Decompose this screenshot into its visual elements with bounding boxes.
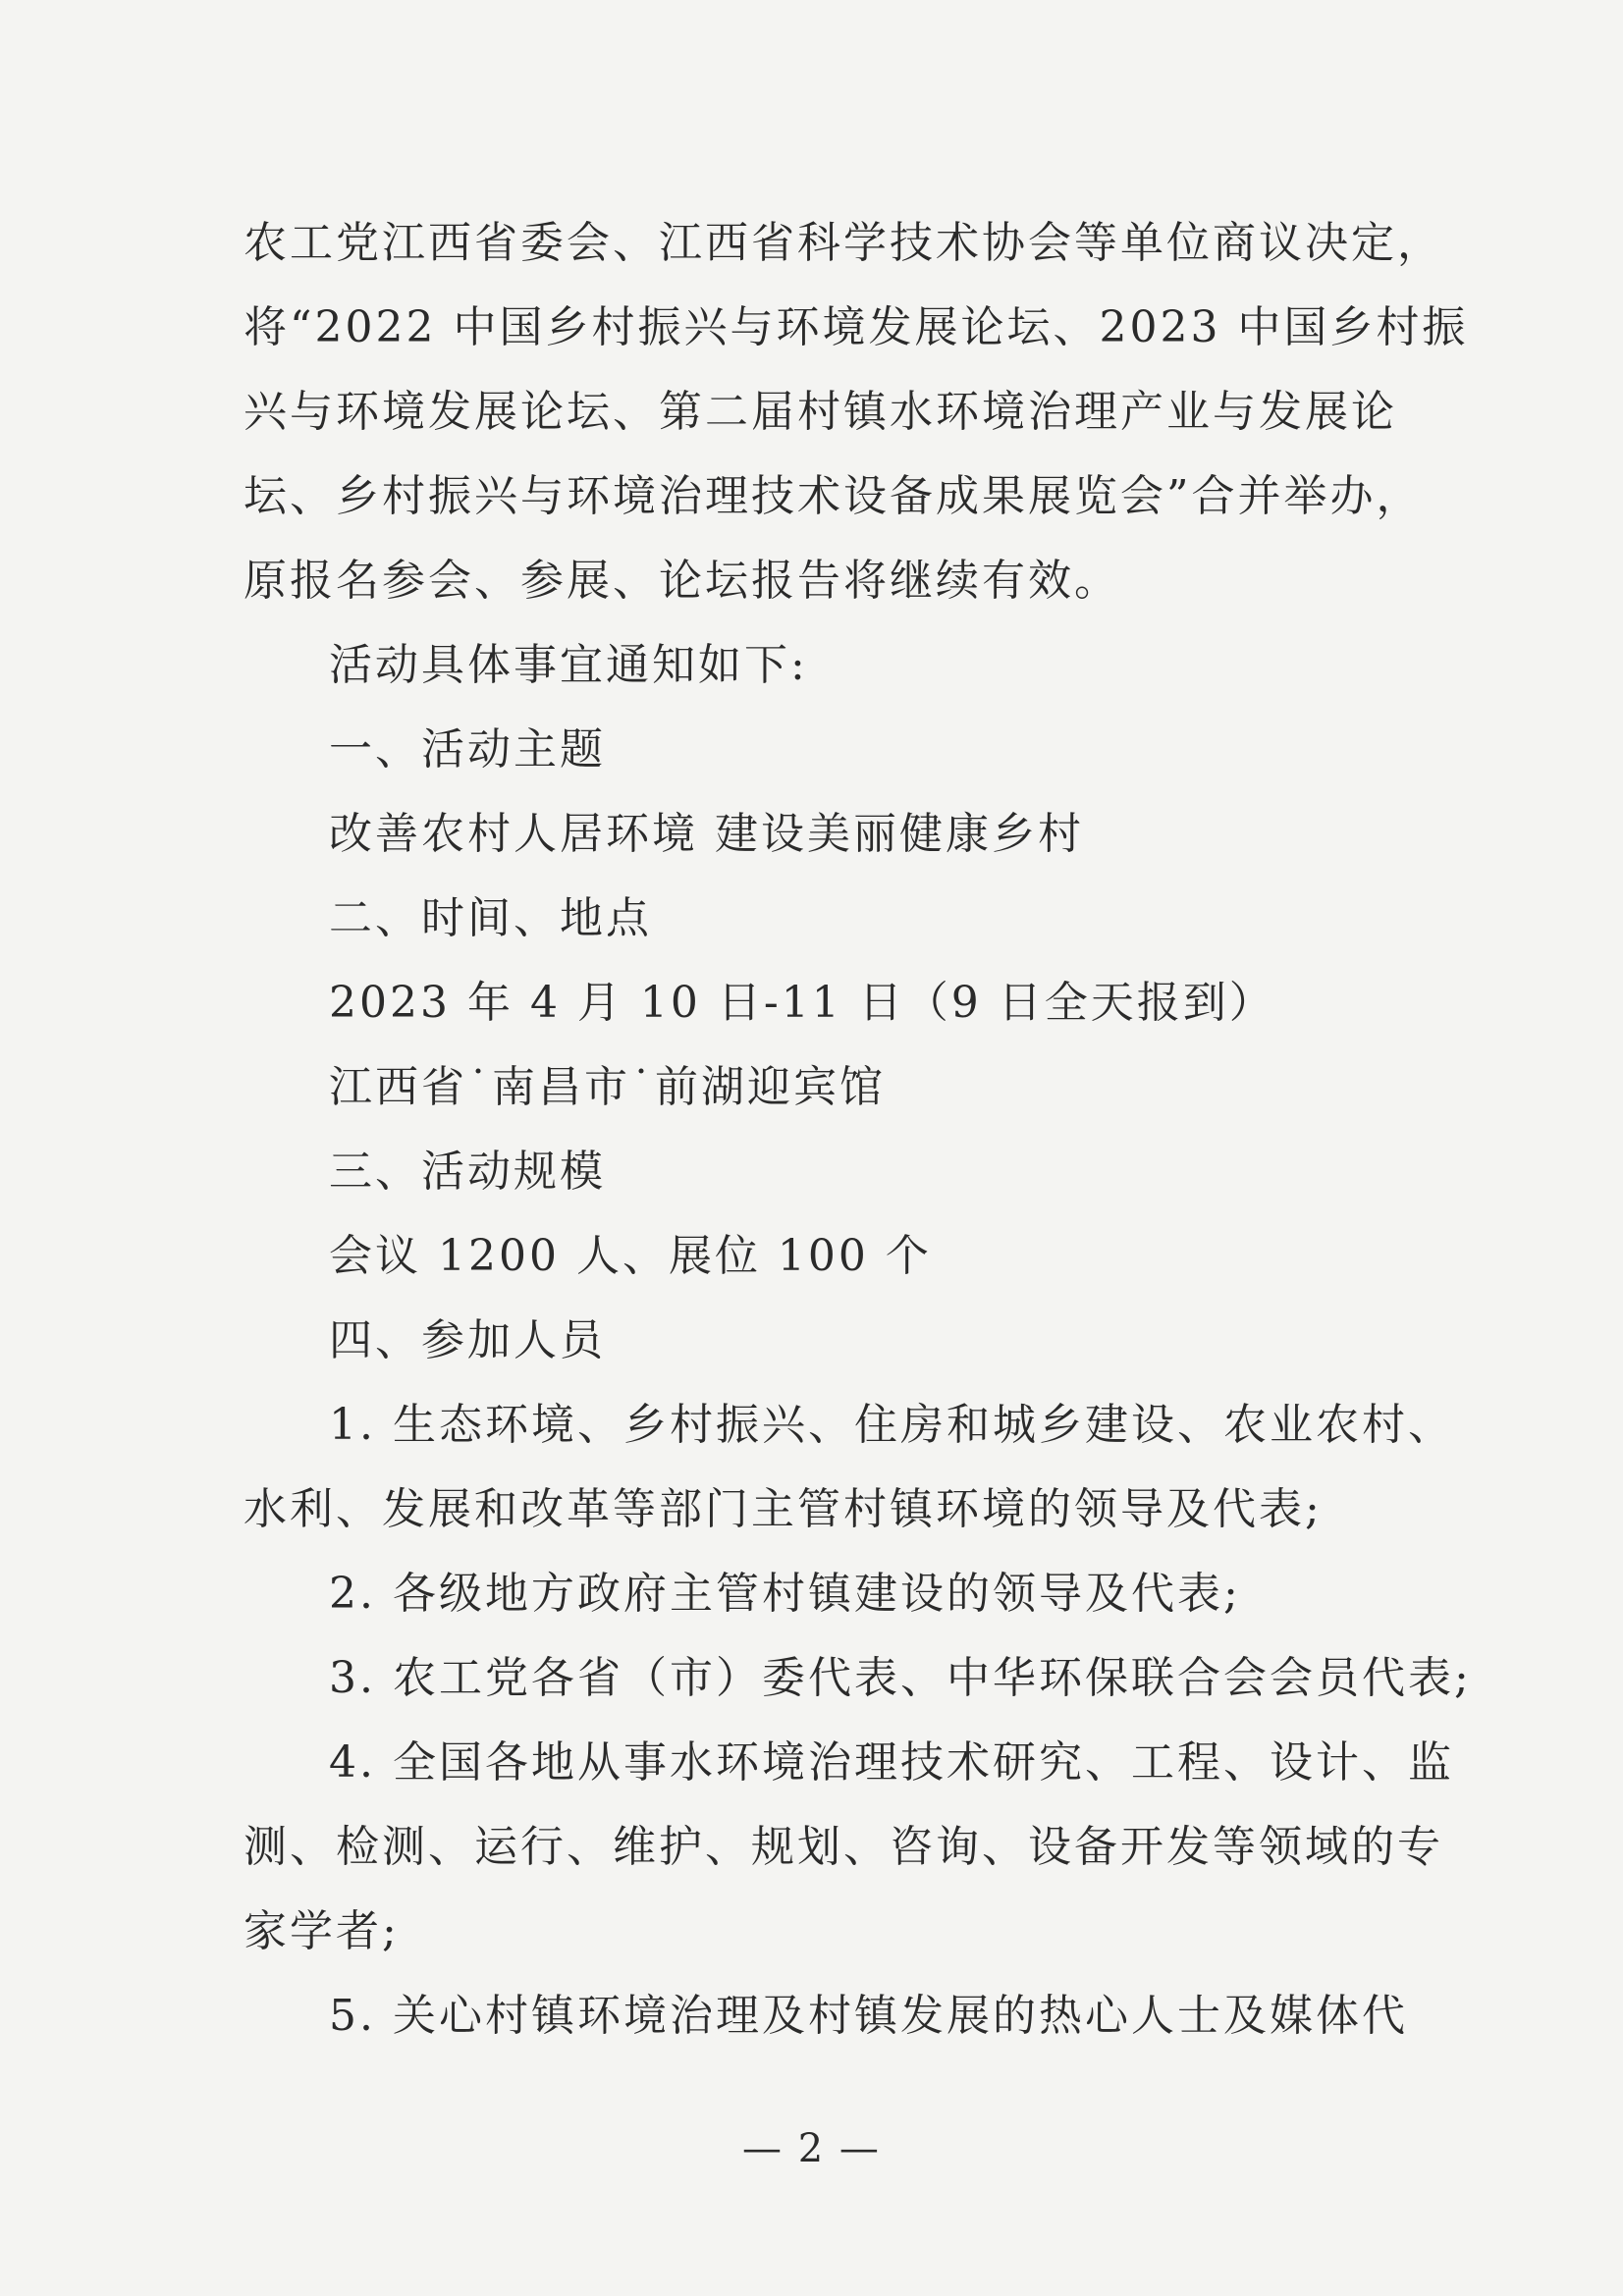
page-number: — 2 — <box>742 2126 881 2171</box>
text-line: 家学者; <box>243 1906 400 1956</box>
text-line: 水利、发展和改革等部门主管村镇环境的领导及代表; <box>243 1484 1323 1534</box>
list-item: 5. 关心村镇环境治理及村镇发展的热心人士及媒体代 <box>329 1991 1408 2041</box>
list-item: 3. 农工党各省（市）委代表、中华环保联合会会员代表; <box>329 1653 1472 1703</box>
text-line: 原报名参会、参展、论坛报告将继续有效。 <box>243 556 1120 606</box>
section-heading: 四、参加人员 <box>329 1315 606 1365</box>
text-line: 江西省˙南昌市˙前湖迎宾馆 <box>329 1062 886 1112</box>
text-line: 改善农村人居环境 建设美丽健康乡村 <box>329 809 1084 859</box>
text-line: 兴与环境发展论坛、第二届村镇水环境治理产业与发展论 <box>243 387 1397 437</box>
section-heading: 三、活动规模 <box>329 1147 606 1197</box>
text-line: 将“2022 中国乡村振兴与环境发展论坛、2023 中国乡村振 <box>243 302 1469 352</box>
text-line: 坛、乡村振兴与环境治理技术设备成果展览会”合并举办， <box>243 471 1423 521</box>
list-item: 4. 全国各地从事水环境治理技术研究、工程、设计、监 <box>329 1737 1454 1788</box>
text-line: 农工党江西省委会、江西省科学技术协会等单位商议决定， <box>243 218 1443 268</box>
text-line: 2023 年 4 月 10 日-11 日（9 日全天报到） <box>329 978 1275 1028</box>
text-line: 测、检测、运行、维护、规划、咨询、设备开发等领域的专 <box>243 1822 1443 1872</box>
text-line: 会议 1200 人、展位 100 个 <box>329 1231 932 1281</box>
section-heading: 二、时间、地点 <box>329 893 652 943</box>
list-item: 1. 生态环境、乡村振兴、住房和城乡建设、农业农村、 <box>329 1400 1454 1450</box>
text-line: 活动具体事宜通知如下: <box>329 640 808 690</box>
list-item: 2. 各级地方政府主管村镇建设的领导及代表; <box>329 1569 1241 1619</box>
section-heading: 一、活动主题 <box>329 724 606 774</box>
